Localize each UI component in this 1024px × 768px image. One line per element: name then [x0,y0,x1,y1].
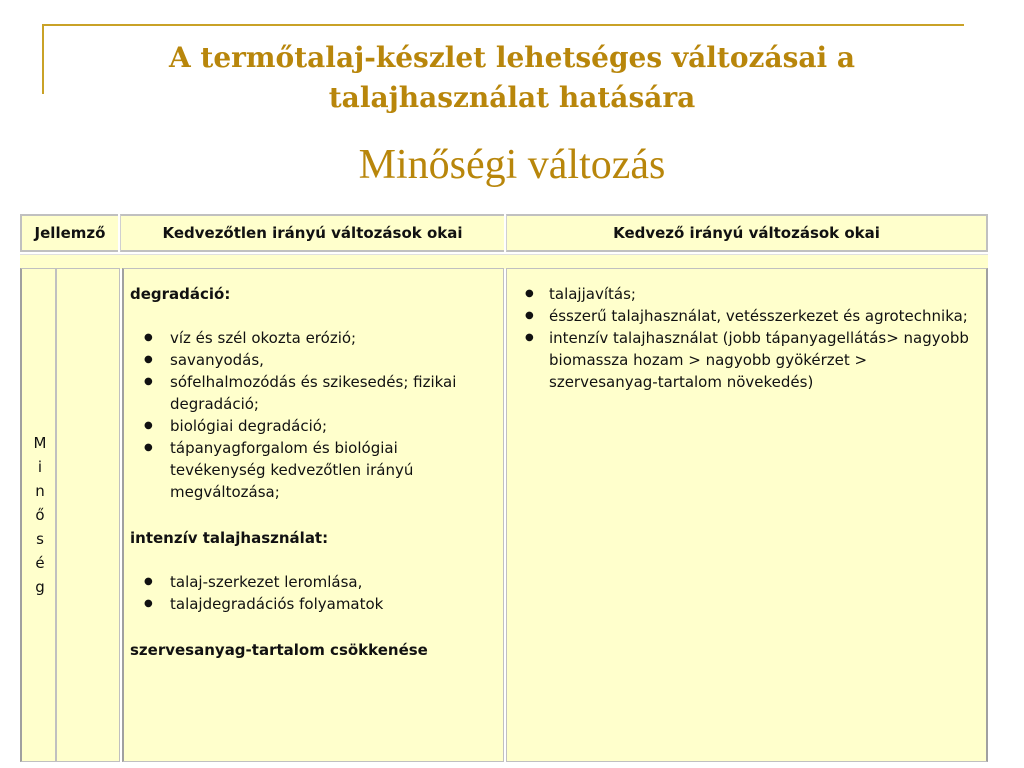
list-item: ● sófelhalmozódás és szikesedés; fizikai degradáció; [170,371,497,415]
header-unfavorable: Kedvezőtlen irányú változások okai [120,214,504,252]
list-item: ● intenzív talajhasználat (jobb tápanyagellátás> nagyobb biomassza hozam > nagyobb gyökérzet > szervesanyag-tartalom növekedés) [549,327,976,393]
row-label-vertical [22,431,58,599]
frame-left-line [42,24,44,94]
row-label-letter: ő [35,506,45,524]
favorable-list [517,283,976,393]
list-item: ● talaj-szerkezet leromlása, [170,571,497,593]
row-label-letter: s [36,530,44,548]
list-item: ● savanyodás, [170,349,497,371]
row-label-letter: n [35,482,45,500]
header-spacer-row [20,254,988,269]
slide-subtitle: Minőségi változás [358,142,666,188]
row-label-letter: é [35,554,45,572]
row-label-letter: g [35,578,45,596]
group-title-degradation: degradáció: [130,285,231,303]
intensive-use-list [130,571,497,615]
list-item: ● víz és szél okozta erózió; [170,327,497,349]
row-label-cell [20,268,56,762]
list-item: ● biológiai degradáció; [170,415,497,437]
list-item: ● talajjavítás; [549,283,976,305]
list-item: ● talajdegradációs folyamatok [170,593,497,615]
list-item: ● ésszerű talajhasználat, vetésszerkezet és agrotechnika; [549,305,976,327]
group-title-intensive-use: intenzív talajhasználat: [130,529,329,547]
header-favorable: Kedvező irányú változások okai [506,214,988,252]
empty-cell [56,268,120,762]
slide-title: A termőtalaj-készlet lehetséges változásai a talajhasználat hatására [168,41,856,114]
list-item: ● tápanyagforgalom és biológiai tevékenység kedvezőtlen irányú megváltozása; [170,437,497,503]
changes-table [20,214,988,762]
group-title-organic-matter: szervesanyag-tartalom csökkenése [130,641,428,659]
header-characteristic: Jellemző [20,214,118,252]
row-label-letter: i [37,458,43,476]
unfavorable-cell [122,268,504,762]
degradation-list [130,327,497,503]
row-label-letter: M [33,434,47,452]
favorable-cell [506,268,988,762]
frame-top-line [42,24,964,26]
